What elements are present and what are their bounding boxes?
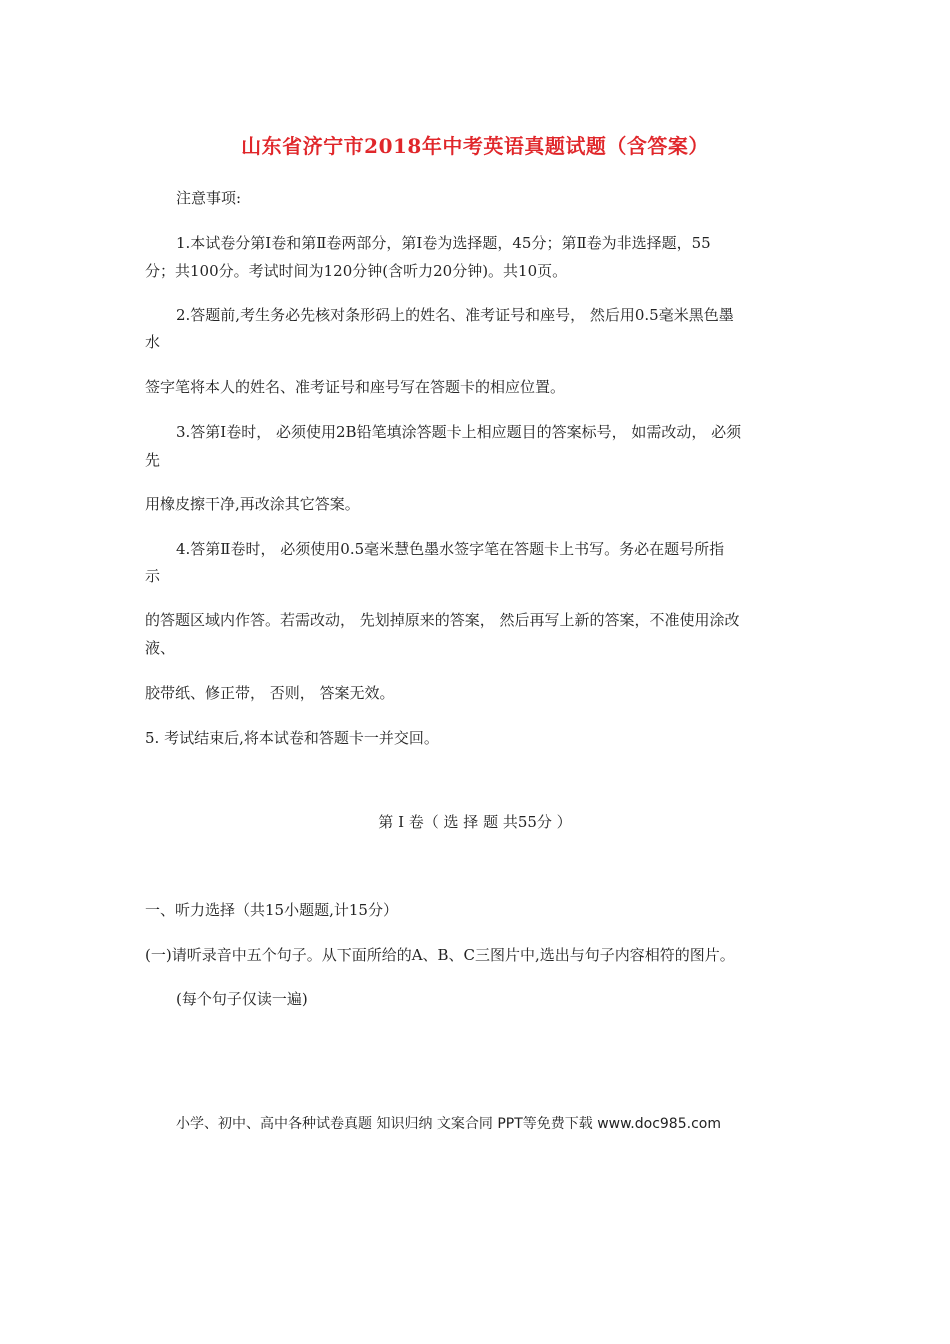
notice-line: 签字笔将本人的姓名、准考证号和座号写在答题卡的相应位置。 bbox=[145, 378, 566, 396]
notice-line: 先 bbox=[145, 451, 161, 469]
notice-line: 分；共100分。考试时间为120分钟(含听力20分钟)。共10页。 bbox=[145, 262, 568, 280]
notice-line: 1.本试卷分第Ⅰ卷和第Ⅱ卷两部分，第Ⅰ卷为选择题，45分；第Ⅱ卷为非选择题，55 bbox=[176, 234, 711, 252]
part-heading: 一、听力选择（共15小题题,计15分） bbox=[145, 901, 398, 919]
notice-line: 的答题区域内作答。若需改动， 先划掉原来的答案， 然后再写上新的答案，不准使用涂改 bbox=[145, 611, 740, 629]
document-title: 山东省济宁市2018年中考英语真题试题（含答案） bbox=[241, 134, 709, 158]
part-note: (每个句子仅读一遍) bbox=[176, 990, 308, 1008]
notice-line: 用橡皮擦干净,再改涂其它答案。 bbox=[145, 495, 360, 513]
notice-line: 水 bbox=[145, 333, 161, 351]
notice-line: 液、 bbox=[145, 639, 176, 657]
notice-line: 3.答第Ⅰ卷时， 必须使用2B铅笔填涂答题卡上相应题目的答案标号， 如需改动， 必须 bbox=[176, 423, 742, 441]
notice-line: 胶带纸、修正带， 否则， 答案无效。 bbox=[145, 684, 395, 702]
footer-text: 小学、初中、高中各种试卷真题 知识归纳 文案合同 PPT等免费下载 www.doc985.com bbox=[176, 1116, 721, 1132]
notice-line: 5. 考试结束后,将本试卷和答题卡一并交回。 bbox=[145, 729, 439, 747]
part-instruction: (一)请听录音中五个句子。从下面所给的A、B、C三图片中,选出与句子内容相符的图片。 bbox=[145, 946, 735, 964]
section-title: 第 Ⅰ 卷（ 选 择 题 共55分 ） bbox=[378, 813, 572, 831]
notice-line: 示 bbox=[145, 567, 161, 585]
notice-line: 4.答第Ⅱ卷时， 必须使用0.5毫米慧色墨水签字笔在答题卡上书写。务必在题号所指 bbox=[176, 540, 725, 558]
notice-heading: 注意事项: bbox=[176, 189, 242, 207]
notice-line: 2.答题前,考生务必先核对条形码上的姓名、准考证号和座号， 然后用0.5毫米黑色墨 bbox=[176, 306, 734, 324]
